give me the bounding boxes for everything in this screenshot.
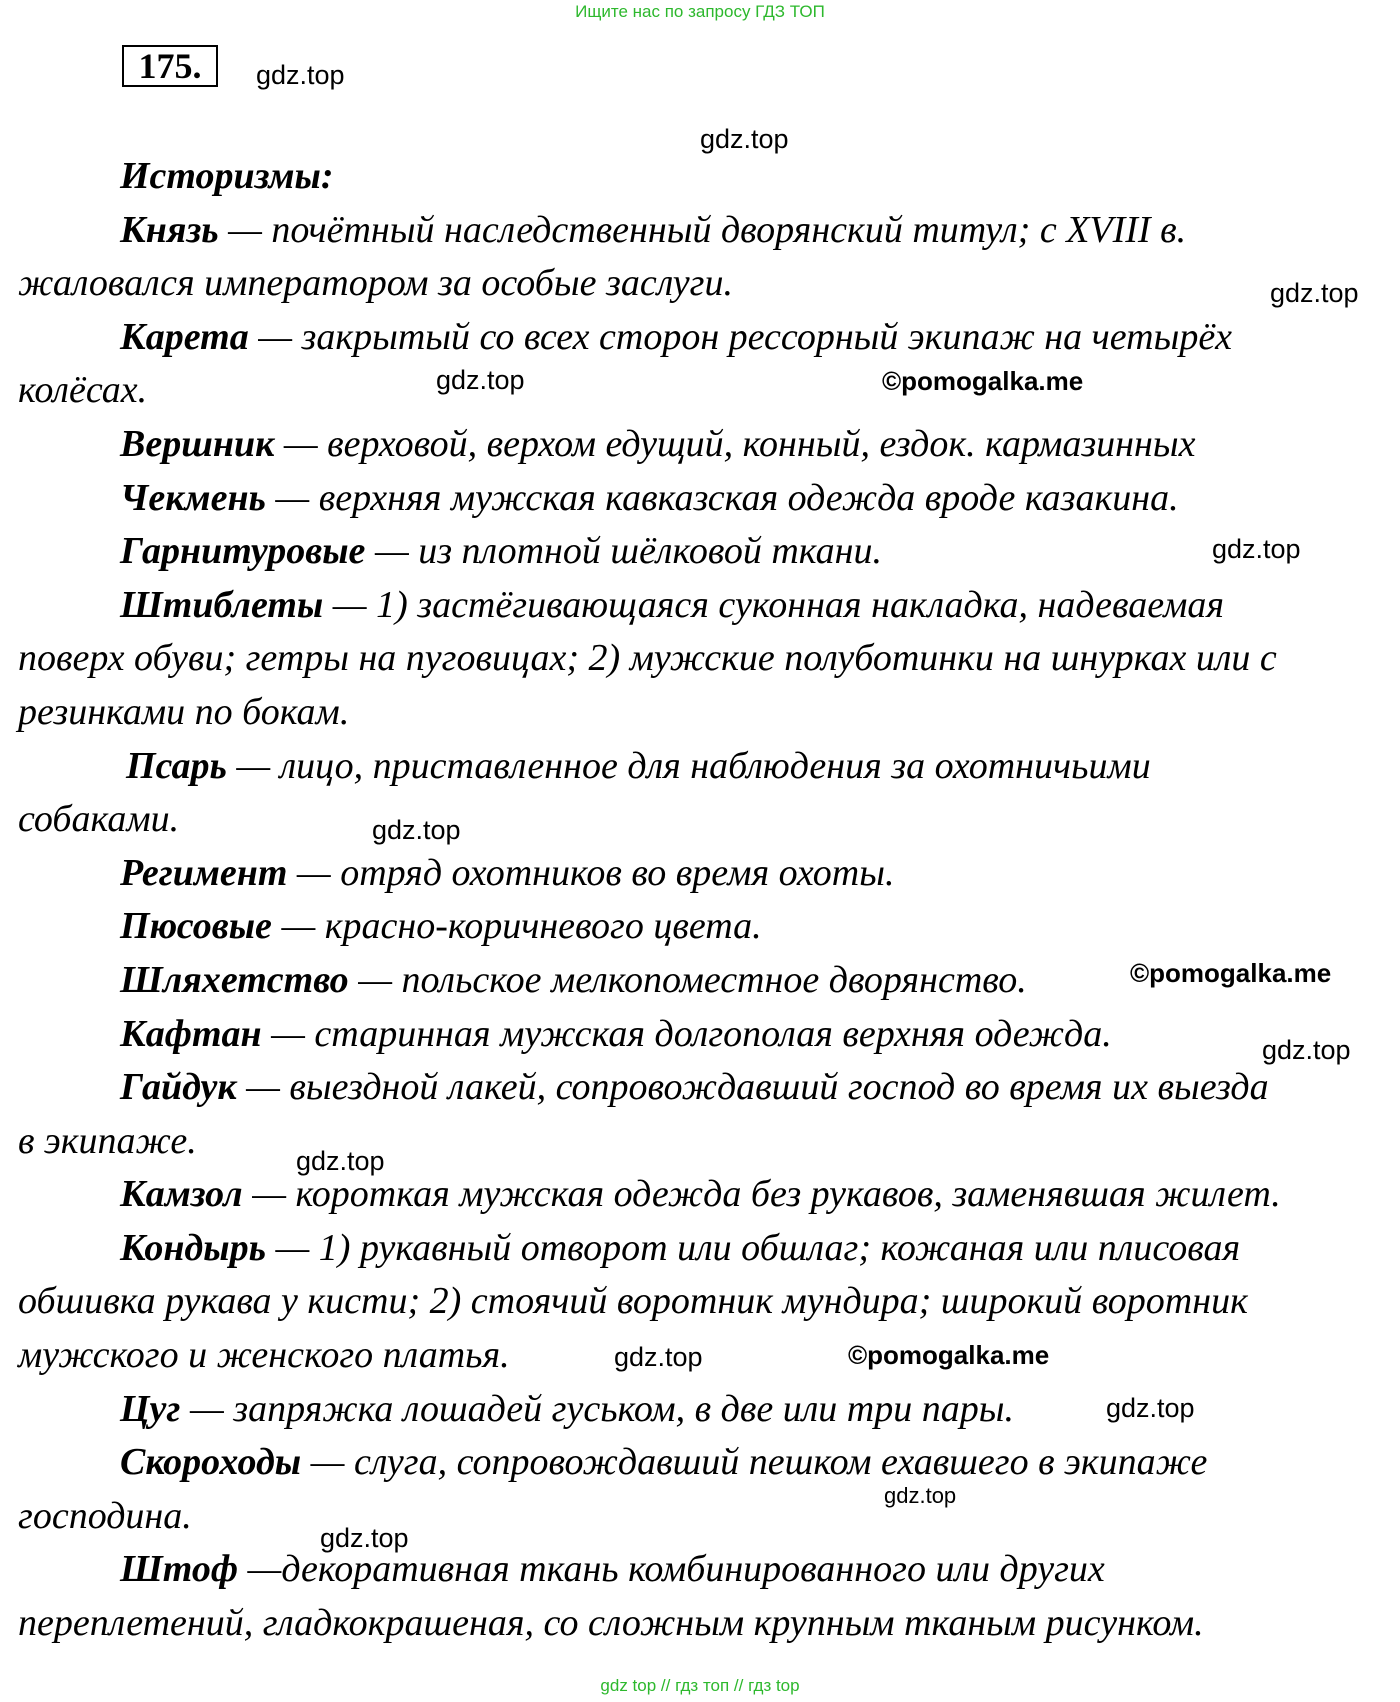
definition: — запряжка лошадей гуськом, в две или три пары. [180,1387,1014,1430]
definition-cont: резинками по бокам. [18,690,350,733]
watermark-gdz: gdz.top [1270,278,1359,308]
term: Гайдук [120,1066,237,1109]
watermark-gdz: gdz.top [256,60,345,90]
definition: — выездной лакей, сопровождавший господ во время их выезда [236,1066,1269,1109]
entry-vershnik [18,418,1388,472]
entry-chekmen [18,472,1388,526]
watermark-pomogalka: ©pomogalka.me [1130,958,1332,988]
definition: — 1) застёгивающаяся суконная накладка, надеваемая [323,583,1225,626]
term: Кондырь [120,1226,267,1269]
definition-cont: в экипаже. [18,1119,197,1162]
definition-cont: жаловался императором за особые заслуги. [18,262,733,305]
entry-skorokhody [18,1436,1388,1490]
term: Цуг [120,1387,181,1430]
watermark-gdz: gdz.top [700,124,789,154]
entry-kareta [18,311,1388,365]
entry-regiment [18,847,1388,901]
term: Псарь [126,744,227,787]
watermark-pomogalka: ©pomogalka.me [882,366,1084,396]
entry-kamzol [18,1168,1388,1222]
task-number: 175. [122,45,218,87]
definition: — красно-коричневого цвета. [271,905,762,948]
watermark-gdz: gdz.top [1262,1035,1351,1065]
definition: — из плотной шёлковой ткани. [365,530,882,573]
watermark-gdz: gdz.top [1212,534,1301,564]
definition: — короткая мужская одежда без рукавов, заменявшая жилет. [242,1173,1281,1216]
definition: — польское мелкопоместное дворянство. [348,958,1027,1001]
term: Штиблеты [120,583,324,626]
term: Карета [120,315,249,358]
watermark-pomogalka: ©pomogalka.me [848,1340,1050,1370]
entry-shtof [18,1543,1388,1597]
entry-gayduk [18,1061,1388,1115]
definition: — отряд охотников во время охоты. [287,851,895,894]
definition: — закрытый со всех сторон рессорный экипаж на четырёх [248,315,1233,358]
entry-psar [18,740,1388,794]
entry-kondyr [18,1222,1388,1276]
term: Чекмень [120,476,266,519]
definition-cont: господина. [18,1494,192,1537]
term: Вершник [120,422,275,465]
definition: — верхняя мужская кавказская одежда вроде казакина. [265,476,1179,519]
entry-shtiblety [18,579,1388,633]
heading: Историзмы: [120,155,334,197]
definition: — старинная мужская долгополая верхняя одежда. [261,1012,1112,1055]
definition: — верховой, верхом едущий, конный, ездок. кармазинных [274,422,1196,465]
definition-cont: собаками. [18,798,180,841]
term: Кафтан [120,1012,262,1055]
watermark-gdz: gdz.top [296,1146,385,1176]
top-banner: Ищите нас по запросу ГДЗ ТОП [575,2,825,21]
term: Скороходы [120,1441,302,1484]
definition-cont: колёсах. [18,369,148,412]
term: Пюсовые [120,905,272,948]
entry-tsug [18,1383,1388,1437]
definition-cont: переплетений, гладкокрашеная, со сложным крупным тканым рисунком. [18,1602,1204,1645]
definition: —декоративная ткань комбинированного или других [238,1548,1105,1591]
definition-cont: мужского и женского платья. [18,1334,510,1377]
definition: — слуга, сопровождавший пешком ехавшего в экипаже [301,1441,1208,1484]
definition: — 1) рукавный отворот или обшлаг; кожаная или плисовая [266,1226,1241,1269]
term: Регимент [120,851,288,894]
watermark-gdz: gdz.top [320,1523,409,1553]
watermark-gdz: gdz.top [614,1342,703,1372]
watermark-gdz: gdz.top [1106,1393,1195,1423]
entry-knyaz [18,204,1388,258]
footer-links: gdz top // гдз топ // гдз top [600,1676,800,1695]
entry-pyusovye [18,900,1388,954]
term: Шляхетство [120,958,349,1001]
term: Штоф [120,1548,239,1591]
watermark-gdz: gdz.top [884,1483,957,1508]
entry-shlyakhetstvo [18,954,1388,1008]
definition-cont: поверх обуви; гетры на пуговицах; 2) мужские полуботинки на шнурках или с [18,637,1277,680]
definition: — почётный наследственный дворянский титул; с XVIII в. [218,208,1187,251]
watermark-gdz: gdz.top [372,815,461,845]
term: Камзол [120,1173,243,1216]
watermark-gdz: gdz.top [436,365,525,395]
entry-garniturovye [18,525,1388,579]
term: Гарнитуровые [120,530,366,573]
definition: — лицо, приставленное для наблюдения за охотничьими [226,744,1151,787]
term: Князь [120,208,219,251]
glossary-content [18,150,1388,1651]
definition-cont: обшивка рукава у кисти; 2) стоячий воротник мундира; широкий воротник [18,1280,1248,1323]
entry-kaftan [18,1008,1388,1062]
